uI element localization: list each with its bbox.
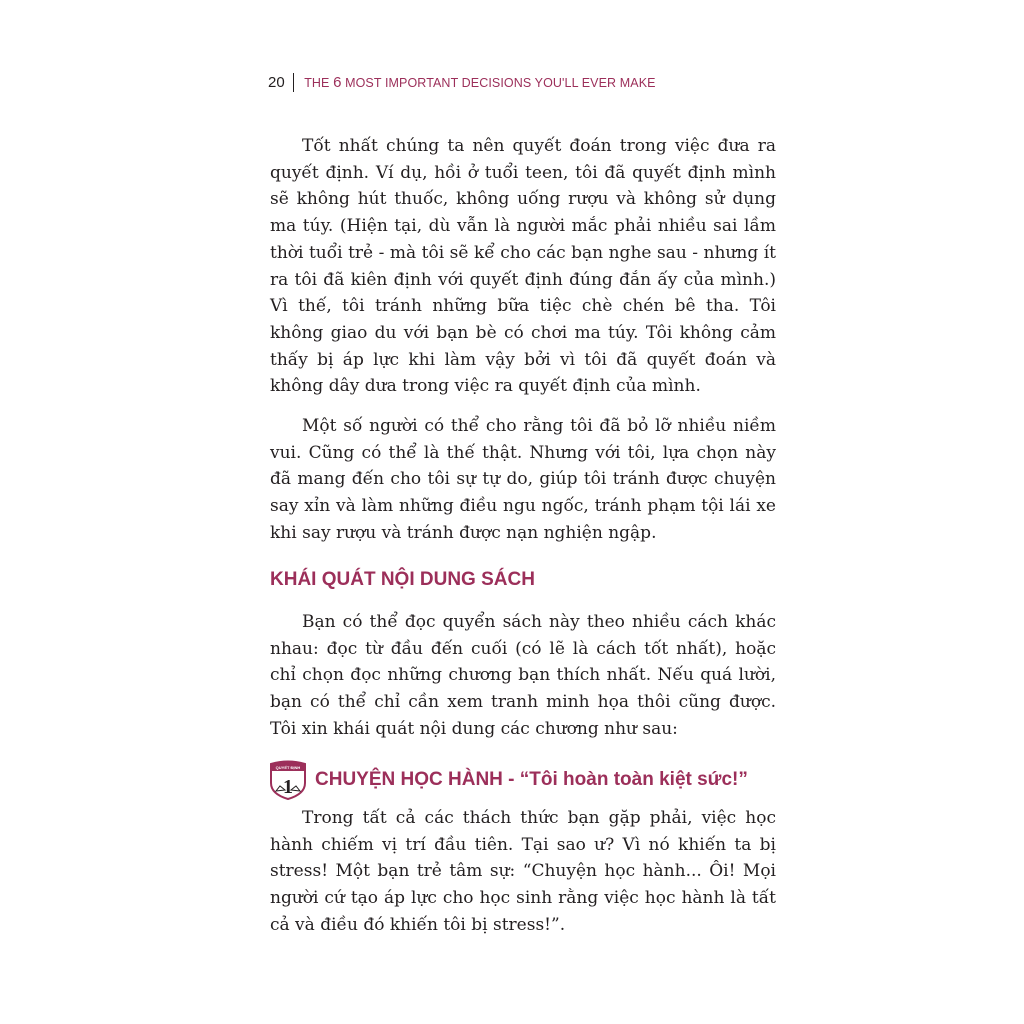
chapter-title: CHUYỆN HỌC HÀNH - “Tôi hoàn toàn kiệt sức!” [315, 769, 748, 790]
paragraph-study-stress: Trong tất cả các thách thức bạn gặp phải, việc học hành chiếm vị trí đầu tiên. Tại sao ư? Vì nó khiến ta bị stress! Một bạn trẻ tâm sự: “Chuyện học hành... Ôi! Mọi người cứ tạo áp lực cho học sinh rằng việc học hành là tất cả và điều đó khiến tôi bị stress!”. [270, 808, 776, 935]
page-number: 20 [268, 73, 285, 91]
book-title-prefix: THE [304, 75, 334, 90]
section-heading: KHÁI QUÁT NỘI DUNG SÁCH [270, 569, 535, 590]
chapter-badge-icon [268, 760, 308, 800]
chapter-heading [268, 760, 748, 800]
paragraph-decisiveness: Tốt nhất chúng ta nên quyết đoán trong việc đưa ra quyết định. Ví dụ, hồi ở tuổi teen, tôi đã quyết định mình sẽ không hút thuốc, không uống rượu và không sử dụng ma túy. (Hiện tại, dù vẫn là người mắc phải nhiều sai lầm thời tuổi trẻ - mà tôi sẽ kể cho các bạn nghe sau - nhưng ít ra tôi đã kiên định với quyết định đúng đắn ấy của mình.) Vì thế, tôi tránh những bữa tiệc chè chén bê tha. Tôi không giao du với bạn bè có chơi ma túy. Tôi không cảm thấy bị áp lực khi làm vậy bởi vì tôi đã quyết đoán và không dây dưa trong việc ra quyết định của mình. [270, 136, 776, 397]
chapter-badge-label: QUYẾT ĐỊNH [275, 765, 301, 770]
book-title-suffix: MOST IMPORTANT DECISIONS YOU'LL EVER MAKE [341, 75, 656, 90]
header-divider [293, 73, 295, 92]
paragraph-missed-fun: Một số người có thể cho rằng tôi đã bỏ lỡ nhiều niềm vui. Cũng có thể là thế thật. Nhưng với tôi, lựa chọn này đã mang đến cho tôi sự tự do, giúp tôi tránh được chuyện say xỉn và làm những điều ngu ngốc, tránh phạm tội lái xe khi say rượu và tránh được nạn nghiện ngập. [270, 416, 776, 543]
book-title [304, 74, 655, 91]
book-title-number: 6 [333, 73, 342, 91]
paragraph-how-to-read: Bạn có thể đọc quyển sách này theo nhiều cách khác nhau: đọc từ đầu đến cuối (có lẽ là cách tốt nhất), hoặc chỉ chọn đọc những chương bạn thích nhất. Nếu quá lười, bạn có thể chỉ cần xem tranh minh họa thôi cũng được. Tôi xin khái quát nội dung các chương như sau: [270, 612, 776, 739]
running-head [268, 70, 656, 94]
chapter-badge-number: 1 [283, 776, 293, 798]
